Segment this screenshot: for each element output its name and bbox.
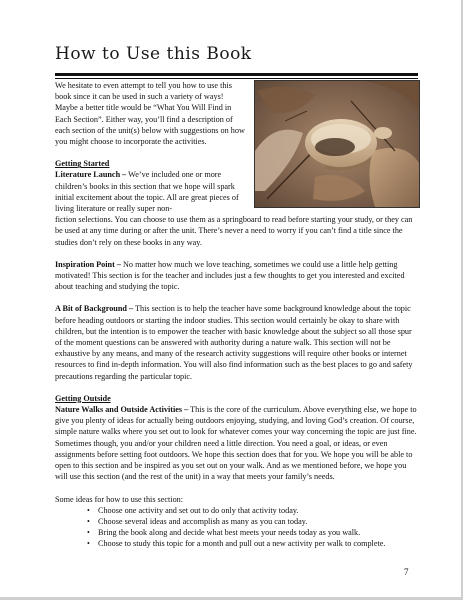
list-item [87, 538, 418, 549]
background-label: A Bit of Background – [55, 304, 134, 314]
list-item-text: Choose to study this topic for a month and pull out a new activity per walk to complete. [98, 539, 386, 549]
list-item-text: Choose one activity and set out to do only that activity today. [98, 505, 299, 515]
section-heading-getting-started: Getting Started [55, 159, 110, 169]
nature-walks-label: Nature Walks and Outside Activities – [55, 405, 189, 415]
section-heading-getting-outside: Getting Outside [55, 393, 111, 403]
list-item-text: Bring the book along and decide what best meets your needs today as you walk. [98, 528, 361, 538]
list-item [87, 527, 418, 538]
literature-launch-label: Literature Launch – [55, 170, 127, 180]
nature-walks-text: This is the core of the curriculum. Above everything else, we hope to give you plenty of ideas for actually being outdoors enjoying, studying, and loving God’s creation. Of course, simple nature walks where you set out to look for whatever comes your way concerning the topic are just fine. Sometimes though, you and/or your children need a little direction. You need a goal, or ideas, or even assignments before setting foot outdoors. We hope this section does that for you. We hope you will be able to open to this section and be inspired as you set out on your walk. And as we mentioned before, we hope you will use this section (and the rest of the unit) in a way that meets your family’s needs. [55, 405, 417, 482]
title-rule-thin [55, 78, 418, 79]
inspiration-point-label: Inspiration Point – [55, 259, 121, 269]
literature-launch-paragraph [55, 169, 247, 214]
ideas-list [55, 505, 418, 550]
bullet-icon: • [87, 539, 90, 549]
inspiration-point-paragraph [55, 259, 418, 293]
background-paragraph [55, 303, 418, 381]
list-item [87, 516, 418, 527]
list-item [87, 505, 418, 516]
page-title: How to Use this Book [55, 44, 252, 64]
intro-paragraph: We hesitate to even attempt to tell you how to use this book since it can be used in such a variety of ways! Maybe a better title would be “What You Will Find in Each Section”. Either way, you’ll find a description of each section of the unit(s) below with suggestions on how you might choose to incorporate the activities. [55, 81, 245, 147]
background-text: This section is to help the teacher have some background knowledge about the topic before heading outdoors or starting the indoor studies. This section would certainly be okay to share with children, but the intention is to empower the teacher with basic knowledge about the subject so all those spur of the moment questions can be answered with authority during a nature walk. This section will not be exhaustive by any means, and many of the research activity suggestions will require other books or internet resources to find in-depth information. You will also find information such as the best places to go and safety precautions regarding the particular topic. [55, 304, 413, 381]
bullet-icon: • [87, 516, 90, 526]
ideas-intro: Some ideas for how to use this section: [55, 494, 184, 504]
body-text [55, 80, 418, 550]
title-rule-thick [55, 73, 418, 76]
page-number: 7 [404, 567, 409, 577]
inspiration-point-text: No matter how much we love teaching, sometimes we could use a little help getting motivated! This section is for the teacher and includes just a few thoughts to get you interested and excited about teaching and studying the topic. [55, 259, 405, 292]
nature-walks-paragraph [55, 404, 418, 482]
bullet-icon: • [87, 528, 90, 538]
list-item-text: Choose several ideas and accomplish as many as you can today. [98, 516, 308, 526]
literature-launch-text-wide: fiction selections. You can choose to use them as a springboard to read before starting your study, or they can be used at any time during or after the unit. There’s never a need to worry if you can’t find a title since the studies don’t rely on these books in any way. [55, 215, 413, 247]
bullet-icon: • [87, 505, 90, 515]
literature-launch-text-narrow: We’ve included one or more children’s books in this section that we hope will spark initial excitement about the topic. All are great pieces of living literature or really super non- [55, 170, 239, 214]
